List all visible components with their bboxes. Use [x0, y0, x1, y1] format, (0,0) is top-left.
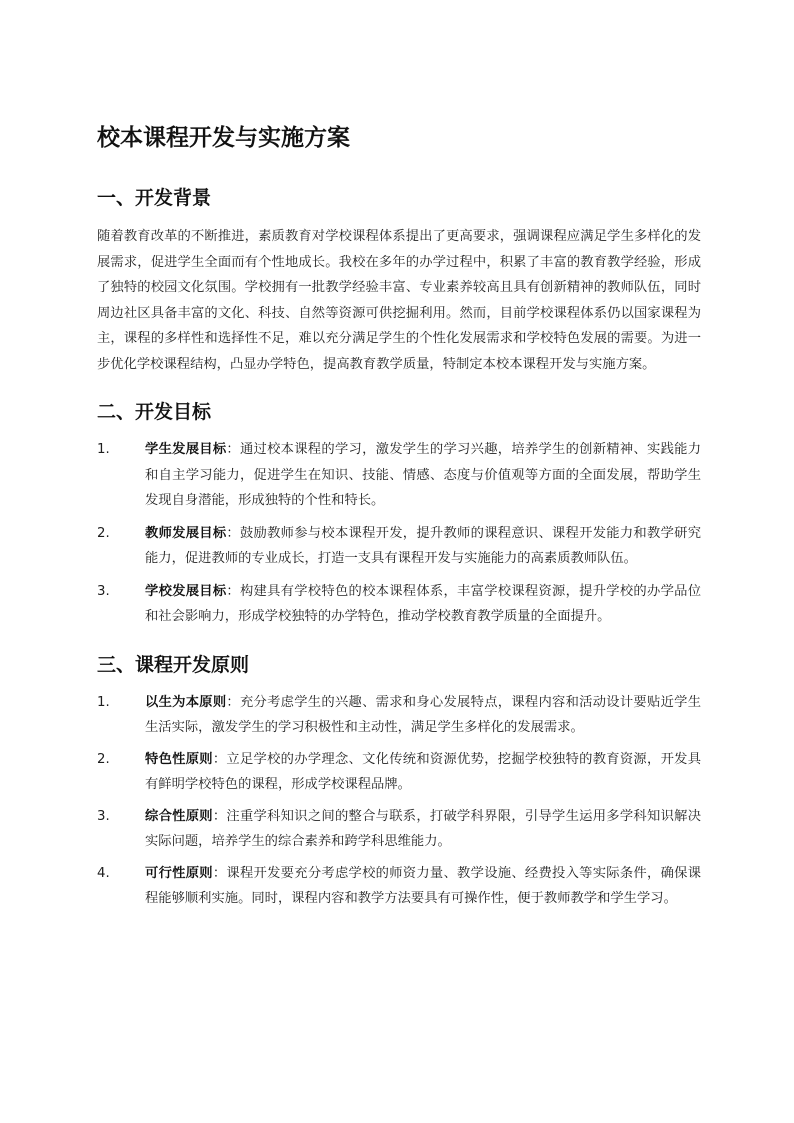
list-item-text: ：注重学科知识之间的整合与联系，打破学科界限，引导学生运用多学科知识解决实际问题，培养学生的综合素养和跨学科思维能力。	[145, 808, 702, 849]
list-item-number: 1.	[97, 442, 110, 457]
background-paragraph: 随着教育改革的不断推进，素质教育对学校课程体系提出了更高要求，强调课程应满足学生多样化的发展需求，促进学生全面而有个性地成长。我校在多年的办学过程中，积累了丰富的教育教学经验，形成了独特的校园文化氛围。学校拥有一批教学经验丰富、专业素养较高且具有创新精神的教师队伍，同时周边社区具备丰富的文化、科技、自然等资源可供挖掘利用。然而，目前学校课程体系仍以国家课程为主，课程的多样性和选择性不足，难以充分满足学生的个性化发展需求和学校特色发展的需要。为进一步优化学校课程结构，凸显办学特色，提高教育教学质量，特制定本校本课程开发与实施方案。	[97, 229, 701, 372]
list-item	[97, 861, 701, 912]
list-item	[97, 437, 701, 514]
list-item-term: 学生发展目标	[145, 442, 227, 457]
list-item-text: ：课程开发要充分考虑学校的师资力量、教学设施、经费投入等实际条件，确保课程能够顺利实施。同时，课程内容和教学方法要具有可操作性，便于教师教学和学生学习。	[145, 865, 702, 906]
list-item-text: ：充分考虑学生的兴趣、需求和身心发展特点，课程内容和活动设计要贴近学生生活实际，激发学生的学习积极性和主动性，满足学生多样化的发展需求。	[145, 694, 701, 735]
list-item-term: 学校发展目标	[145, 583, 227, 599]
list-item	[97, 690, 701, 741]
list-item-term: 特色性原则	[145, 751, 213, 767]
list-item-number: 3.	[97, 583, 110, 599]
list-item-number: 3.	[97, 808, 110, 824]
section-heading-background: 一、开发背景	[97, 187, 212, 209]
list-item	[97, 747, 701, 798]
section-heading-goals: 二、开发目标	[97, 401, 212, 423]
list-item-term: 以生为本原则	[145, 694, 227, 710]
list-item-text: ：立足学校的办学理念、文化传统和资源优势，挖掘学校独特的教育资源，开发具有鲜明学校特色的课程，形成学校课程品牌。	[145, 751, 702, 792]
list-item-number: 1.	[97, 694, 110, 710]
document-page	[97, 120, 701, 918]
list-item-number: 2.	[97, 525, 110, 541]
list-item	[97, 521, 701, 572]
list-item-number: 2.	[97, 751, 110, 767]
list-item	[97, 579, 701, 630]
goals-list	[97, 437, 701, 630]
list-item-text: ：通过校本课程的学习，激发学生的学习兴趣，培养学生的创新精神、实践能力和自主学习能力，促进学生在知识、技能、情感、态度与价值观等方面的全面发展，帮助学生发现自身潜能，形成独特的个性和特长。	[145, 442, 701, 508]
list-item-term: 可行性原则	[145, 865, 213, 881]
list-item-term: 综合性原则	[145, 808, 213, 824]
list-item-text: ：鼓励教师参与校本课程开发，提升教师的课程意识、课程开发能力和教学研究能力，促进教师的专业成长，打造一支具有课程开发与实施能力的高素质教师队伍。	[145, 525, 701, 566]
list-item-text: ：构建具有学校特色的校本课程体系，丰富学校课程资源，提升学校的办学品位和社会影响力，形成学校独特的办学特色，推动学校教育教学质量的全面提升。	[145, 583, 701, 624]
list-item	[97, 804, 701, 855]
principles-list	[97, 690, 701, 912]
list-item-term: 教师发展目标	[145, 525, 227, 541]
list-item-number: 4.	[97, 865, 110, 881]
document-title: 校本课程开发与实施方案	[97, 125, 350, 151]
section-heading-principles: 三、课程开发原则	[97, 653, 250, 676]
